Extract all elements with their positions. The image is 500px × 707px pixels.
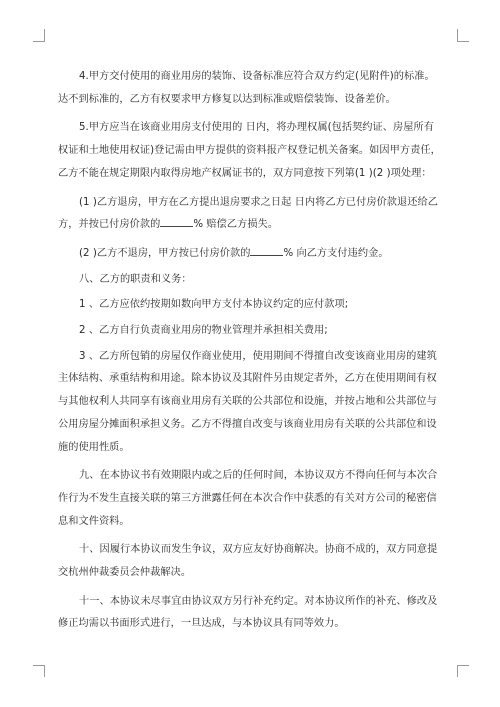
section-8-item-3-line-3: 与其他权利人共同享有该商业用房有关联的公共部位和设施，并按占地和公共部位与 (58, 396, 437, 408)
section-8-title (58, 269, 444, 292)
crop-mark-top-left-v (44, 29, 45, 41)
percent-blank-2 (250, 246, 283, 256)
section-11-cont (58, 613, 444, 636)
clause-5-cont (58, 140, 444, 185)
section-8-item-2 (58, 320, 444, 343)
option-2-line (58, 243, 444, 266)
section-9-line-2: 作行为不发生直接关联的第三方泄露任何在本次合作中获悉的有关对方公司的秘密信 (58, 492, 437, 504)
section-11-line-1: 十一、本协议未尽事宜由协议双方另行补充约定。对本协议所作的补充、修改及 (79, 595, 438, 607)
section-9-line-1: 九、在本协议书有效期限内或之后的任何时间，本协议双方不得向任何与本次合 (79, 470, 438, 482)
section-10-line-2: 交杭州仲裁委员会仲裁解决。 (58, 567, 192, 579)
section-8-item-3-line-5: 施的使用性质。 (58, 441, 130, 453)
section-8-item-3 (58, 346, 444, 369)
option-1-line-1: (1 )乙方退房，甲方在乙方提出退房要求之日起 日内将乙方已付房价款退还给乙 (79, 196, 438, 208)
crop-mark-top-left-h (33, 41, 45, 42)
section-10-line-1: 十、因履行本协议而发生争议，双方应友好协商解决。协商不成的，双方同意提 (79, 544, 438, 556)
clause-4 (58, 66, 444, 89)
option-2-text-before: (2 )乙方不退房，甲方按已付房价款的 (79, 247, 251, 259)
section-10-cont (58, 562, 444, 585)
option-1-line-2 (58, 214, 444, 237)
section-11 (58, 591, 444, 614)
clause-5-line-2: 权证和土地使用权证)登记需由甲方提供的资料报产权登记机关备案。如因甲方责任， (58, 145, 441, 157)
section-8-item-3-line-1: 3 、乙方所包销的房屋仅作商业使用，使用期间不得擅自改变该商业用房的建筑 (79, 350, 437, 362)
clause-5-line-3: 乙方不能在规定期限内取得房地产权属证书的，双方同意按下列第(1 )(2 )项处理： (58, 167, 432, 179)
section-8-item-3-line-4: 公用房屋分摊面积承担义务。乙方不得擅自改变与该商业用房有关联的公共部位和设 (58, 418, 437, 430)
section-11-line-2: 修正均需以书面形式进行，一旦达成，与本协议具有同等效力。 (58, 618, 345, 630)
crop-mark-bottom-left-v (44, 665, 45, 677)
percent-blank-1 (160, 217, 193, 227)
crop-mark-bottom-right-v (457, 665, 458, 677)
option-1-cont (58, 214, 444, 237)
option-1 (58, 192, 444, 215)
clause-4-cont (58, 89, 444, 112)
crop-mark-top-right-v (457, 29, 458, 41)
clause-4-line-1: 4.甲方交付使用的商业用房的装饰、设备标准应符合双方约定(见附件)的标准。 (79, 71, 435, 82)
clause-5-line-1: 5.甲方应当在该商业用房支付使用的 日内，将办理权属(包括契约证、房屋所有 (79, 122, 434, 134)
section-9-line-3: 息和文件资料。 (58, 515, 130, 527)
section-8-item-3-line-2: 主体结构、承重结构和用途。除本协议及其附件另由规定者外，乙方在使用期间有权 (58, 373, 437, 385)
crop-mark-top-right-h (457, 41, 469, 42)
option-2-text-after: % 向乙方支付违约金。 (283, 247, 389, 259)
section-8-item-2-text: 2 、乙方自行负责商业用房的物业管理并承担相关费用; (79, 325, 328, 337)
document-body (58, 66, 444, 636)
option-2 (58, 243, 444, 266)
section-8-item-3-cont (58, 368, 444, 459)
clause-5 (58, 117, 444, 140)
clause-4-line-2: 达不到标准的，乙方有权要求甲方修复以达到标准或赔偿装饰、设备差价。 (58, 93, 396, 105)
option-1-text-before: 方，并按已付房价款的 (58, 219, 161, 231)
section-10 (58, 539, 444, 562)
section-9 (58, 465, 444, 488)
section-8-heading: 八、乙方的职责和义务： (79, 273, 192, 285)
option-1-text-after: % 赔偿乙方损失。 (193, 219, 279, 231)
section-8-item-1-text: 1 、乙方应依约按期如数向甲方支付本协议约定的应付款项; (79, 299, 349, 311)
crop-mark-bottom-right-h (457, 665, 469, 666)
section-8-item-1 (58, 294, 444, 317)
section-9-cont (58, 488, 444, 533)
